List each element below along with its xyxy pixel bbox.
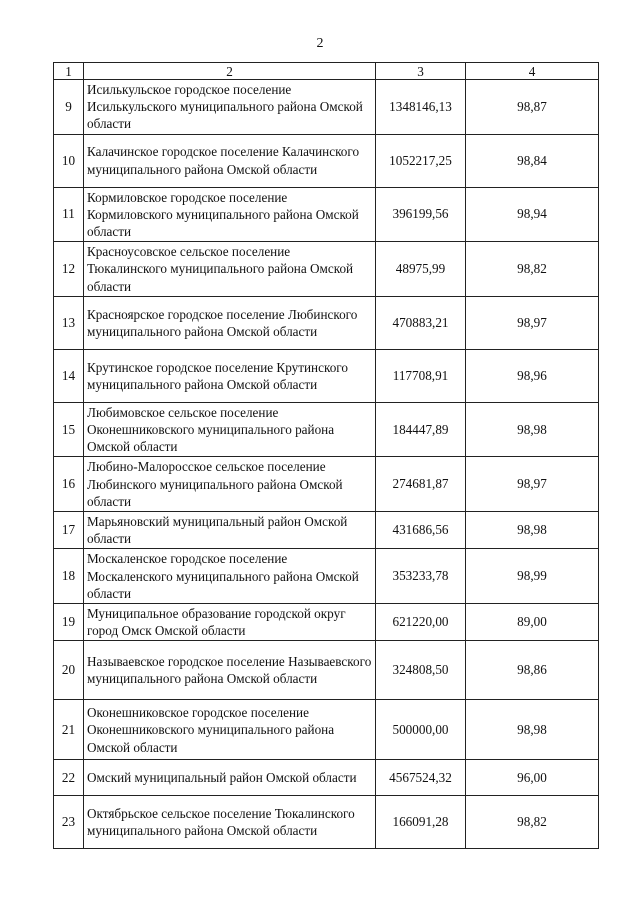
- municipality-name: Октябрьское сельское поселение Тюкалинского муниципального района Омской области: [84, 796, 376, 849]
- row-number: 17: [54, 512, 84, 549]
- row-number: 9: [54, 80, 84, 135]
- column-header: 3: [376, 63, 466, 80]
- table-row: [54, 296, 599, 349]
- percent-cell: 98,99: [466, 549, 599, 604]
- percent-cell: 98,82: [466, 796, 599, 849]
- percent-cell: 98,87: [466, 80, 599, 135]
- municipality-name: Калачинское городское поселение Калачинского муниципального района Омской области: [84, 134, 376, 187]
- municipality-name: Кормиловское городское поселение Кормиловского муниципального района Омской области: [84, 187, 376, 242]
- amount-cell: 1052217,25: [376, 134, 466, 187]
- row-number: 13: [54, 296, 84, 349]
- data-table: [53, 62, 599, 849]
- row-number: 10: [54, 134, 84, 187]
- table-row: [54, 134, 599, 187]
- table-row: [54, 512, 599, 549]
- municipality-name: Крутинское городское поселение Крутинского муниципального района Омской области: [84, 349, 376, 402]
- municipality-name: Москаленское городское поселение Москаленского муниципального района Омской области: [84, 549, 376, 604]
- row-number: 18: [54, 549, 84, 604]
- table-row: [54, 402, 599, 457]
- table-row: [54, 242, 599, 297]
- municipality-name: Муниципальное образование городской округ город Омск Омской области: [84, 604, 376, 641]
- amount-cell: 48975,99: [376, 242, 466, 297]
- row-number: 11: [54, 187, 84, 242]
- table-row: [54, 700, 599, 760]
- column-header: 4: [466, 63, 599, 80]
- column-header: 1: [54, 63, 84, 80]
- percent-cell: 98,96: [466, 349, 599, 402]
- amount-cell: 324808,50: [376, 641, 466, 700]
- amount-cell: 4567524,32: [376, 760, 466, 796]
- table-row: [54, 80, 599, 135]
- municipality-name: Омский муниципальный район Омской области: [84, 760, 376, 796]
- percent-cell: 89,00: [466, 604, 599, 641]
- amount-cell: 500000,00: [376, 700, 466, 760]
- amount-cell: 353233,78: [376, 549, 466, 604]
- row-number: 16: [54, 457, 84, 512]
- row-number: 12: [54, 242, 84, 297]
- column-header: 2: [84, 63, 376, 80]
- municipality-name: Красноусовское сельское поселение Тюкалинского муниципального района Омской области: [84, 242, 376, 297]
- percent-cell: 98,86: [466, 641, 599, 700]
- percent-cell: 98,97: [466, 296, 599, 349]
- percent-cell: 98,98: [466, 700, 599, 760]
- table-row: [54, 796, 599, 849]
- amount-cell: 621220,00: [376, 604, 466, 641]
- row-number: 19: [54, 604, 84, 641]
- amount-cell: 1348146,13: [376, 80, 466, 135]
- municipality-name: Исилькульское городское поселение Исилькульского муниципального района Омской области: [84, 80, 376, 135]
- percent-cell: 98,94: [466, 187, 599, 242]
- table-row: [54, 549, 599, 604]
- row-number: 23: [54, 796, 84, 849]
- percent-cell: 98,98: [466, 512, 599, 549]
- amount-cell: 166091,28: [376, 796, 466, 849]
- percent-cell: 98,82: [466, 242, 599, 297]
- municipality-name: Любино-Малоросское сельское поселение Любинского муниципального района Омской области: [84, 457, 376, 512]
- municipality-name: Красноярское городское поселение Любинского муниципального района Омской области: [84, 296, 376, 349]
- table-row: [54, 349, 599, 402]
- amount-cell: 184447,89: [376, 402, 466, 457]
- row-number: 14: [54, 349, 84, 402]
- table-row: [54, 604, 599, 641]
- municipality-name: Марьяновский муниципальный район Омской области: [84, 512, 376, 549]
- table-row: [54, 187, 599, 242]
- table-row: [54, 760, 599, 796]
- municipality-name: Называевское городское поселение Называевского муниципального района Омской области: [84, 641, 376, 700]
- row-number: 22: [54, 760, 84, 796]
- amount-cell: 274681,87: [376, 457, 466, 512]
- page-number: 2: [316, 36, 324, 51]
- percent-cell: 98,97: [466, 457, 599, 512]
- municipality-name: Любимовское сельское поселение Оконешниковского муниципального района Омской области: [84, 402, 376, 457]
- row-number: 21: [54, 700, 84, 760]
- amount-cell: 117708,91: [376, 349, 466, 402]
- municipality-name: Оконешниковское городское поселение Оконешниковского муниципального района Омской области: [84, 700, 376, 760]
- percent-cell: 96,00: [466, 760, 599, 796]
- amount-cell: 396199,56: [376, 187, 466, 242]
- amount-cell: 470883,21: [376, 296, 466, 349]
- table-header-row: [54, 63, 599, 80]
- table-row: [54, 457, 599, 512]
- table-row: [54, 641, 599, 700]
- row-number: 15: [54, 402, 84, 457]
- row-number: 20: [54, 641, 84, 700]
- percent-cell: 98,84: [466, 134, 599, 187]
- amount-cell: 431686,56: [376, 512, 466, 549]
- percent-cell: 98,98: [466, 402, 599, 457]
